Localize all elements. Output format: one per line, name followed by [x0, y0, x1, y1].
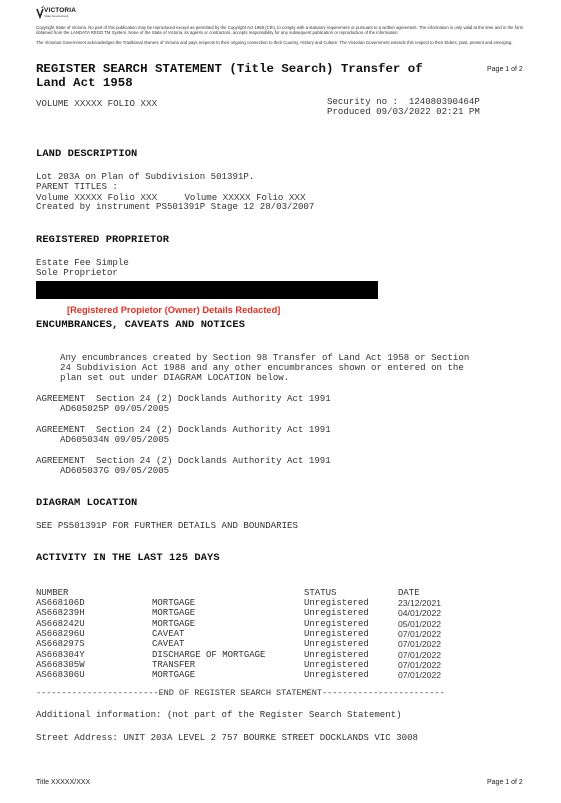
- redaction-bar: [36, 281, 378, 299]
- agreement-line: AGREEMENT Section 24 (2) Docklands Authority Act 1991: [36, 393, 331, 404]
- logo-wordmark: VICTORIA: [44, 7, 77, 14]
- land-line-parent-titles: PARENT TITLES :: [36, 181, 118, 192]
- encumbrance-para-line: 24 Subdivision Act 1988 and any other encumbrances shown or entered on the: [60, 362, 464, 373]
- table-row: AS668242U MORTGAGE Unregistered 05/01/2022: [36, 618, 442, 629]
- document-title: REGISTER SEARCH STATEMENT (Title Search) Transfer of Land Act 1958: [36, 62, 423, 90]
- table-row: AS668304Y DISCHARGE OF MORTGAGE Unregistered 07/01/2022: [36, 649, 442, 660]
- security-number: Security no : 124080390464P: [327, 96, 480, 107]
- table-row: AS668305W TRANSFER Unregistered 07/01/2022: [36, 659, 442, 670]
- activity-table-header: [36, 588, 526, 598]
- encumbrance-para-line: Any encumbrances created by Section 98 Transfer of Land Act 1958 or Section: [60, 352, 470, 363]
- registered-proprietor-heading: REGISTERED PROPRIETOR: [36, 234, 170, 246]
- agreement-ref: AD605037G 09/05/2005: [60, 465, 170, 476]
- page-number-top: Page 1 of 2: [487, 66, 523, 73]
- table-row: AS668296U CAVEAT Unregistered 07/01/2022: [36, 628, 442, 639]
- diagram-location-line: SEE PS501391P FOR FURTHER DETAILS AND BOUNDARIES: [36, 520, 298, 531]
- column-date: DATE: [398, 588, 420, 598]
- additional-information: Additional information: (not part of the Register Search Statement): [36, 709, 402, 720]
- produced-date: Produced 09/03/2022 02:21 PM: [327, 106, 480, 117]
- footer-title-reference: Title XXXXX/XXX: [36, 779, 91, 786]
- proprietor-estate: Estate Fee Simple: [36, 257, 129, 268]
- encumbrance-para-line: plan set out under DIAGRAM LOCATION below.: [60, 372, 290, 383]
- redaction-note: [Registered Propietor (Owner) Details Redacted]: [67, 305, 281, 315]
- agreement-ref: AD605034N 09/05/2005: [60, 434, 170, 445]
- encumbrances-heading: ENCUMBRANCES, CAVEATS AND NOTICES: [36, 319, 246, 331]
- activity-heading: ACTIVITY IN THE LAST 125 DAYS: [36, 552, 220, 564]
- land-line-parent-volume: Volume XXXXX Folio XXX Volume XXXXX Folio XXX: [36, 192, 306, 203]
- table-row: AS668306U MORTGAGE Unregistered 07/01/2022: [36, 670, 442, 681]
- victoria-logo: [36, 6, 76, 22]
- table-row: AS668239H MORTGAGE Unregistered 04/01/2022: [36, 608, 442, 619]
- agreement-line: AGREEMENT Section 24 (2) Docklands Authority Act 1991: [36, 455, 331, 466]
- street-address: Street Address: UNIT 203A LEVEL 2 757 BOURKE STREET DOCKLANDS VIC 3008: [36, 732, 418, 743]
- table-row: AS668297S CAVEAT Unregistered 07/01/2022: [36, 639, 442, 650]
- land-line-instrument: Created by instrument PS501391P Stage 12 28/03/2007: [36, 201, 315, 212]
- land-line-lot: Lot 203A on Plan of Subdivision 501391P.: [36, 171, 255, 182]
- proprietor-type: Sole Proprietor: [36, 267, 118, 278]
- volume-folio: VOLUME XXXXX FOLIO XXX: [36, 98, 158, 109]
- copyright-notice: Copyright State of Victoria. No part of this publication may be reproduced except as permitted by the Copyright Act 1968 (Cth), to comply with a statutory requirement or pursuant to a written agreement. The information is only valid at the time and in the form obtained from the LANDATA REGD TM System. None of the State of Victoria, its agents or contractors, accepts responsibility for any subsequent publication or reproduction of the information.: [36, 25, 524, 36]
- logo-subtext: State Government: [44, 14, 69, 18]
- page-number-bottom: Page 1 of 2: [487, 779, 523, 786]
- agreement-ref: AD605025P 09/05/2005: [60, 403, 170, 414]
- end-of-statement-line: ------------------------END OF REGISTER SEARCH STATEMENT------------------------: [36, 688, 445, 698]
- land-description-heading: LAND DESCRIPTION: [36, 148, 138, 160]
- diagram-location-heading: DIAGRAM LOCATION: [36, 497, 138, 509]
- agreement-line: AGREEMENT Section 24 (2) Docklands Authority Act 1991: [36, 424, 331, 435]
- table-row: AS668106D MORTGAGE Unregistered 23/12/2021: [36, 598, 442, 608]
- column-status: STATUS: [304, 588, 337, 598]
- column-number: NUMBER: [36, 588, 69, 598]
- acknowledgement-notice: The Victorian Government acknowledges the Traditional Owners of Victoria and pays respects to their ongoing connection to their Country, History and Culture. The Victorian Government extends this respect to their Elders, past, present and emerging.: [36, 40, 513, 45]
